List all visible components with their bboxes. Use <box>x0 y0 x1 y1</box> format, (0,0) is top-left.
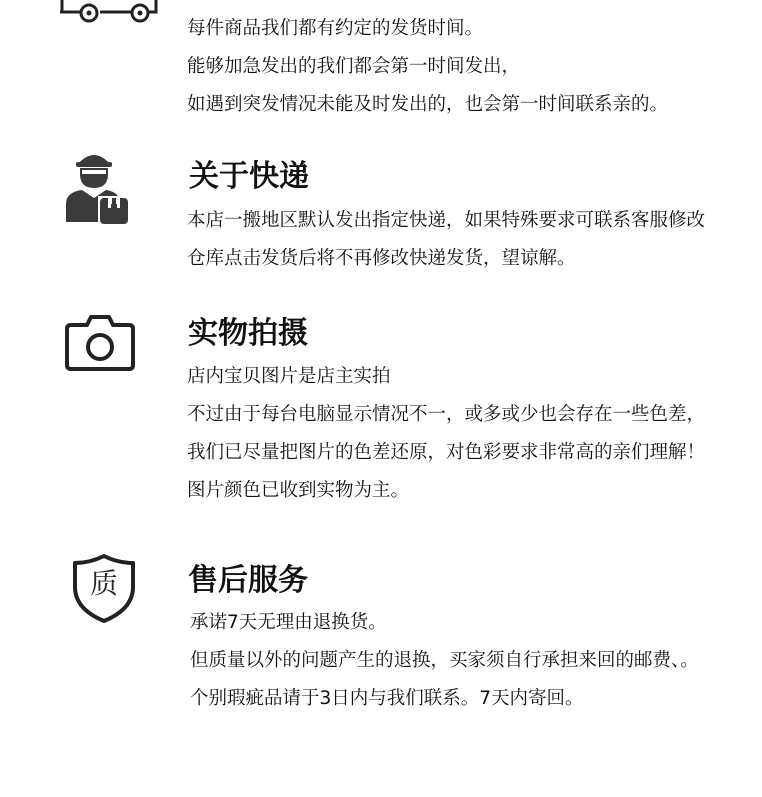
photos-line-3: 我们已尽量把图片的色差还原，对色彩要求非常高的亲们理解！ <box>187 442 706 463</box>
after-sales-line-2: 但质量以外的问题产生的退换，买家须自行承担来回的邮费、。 <box>190 650 699 671</box>
quality-shield-icon <box>71 553 137 625</box>
after-sales-heading: 售后服务 <box>188 563 308 598</box>
courier-heading: 关于快递 <box>189 159 309 194</box>
camera-icon <box>63 313 137 373</box>
courier-line-2: 仓库点击发货后将不再修改快递发货，望谅解。 <box>187 248 576 269</box>
shipping-line-3: 如遇到突发情况未能及时发出的，也会第一时间联系亲的。 <box>187 94 669 115</box>
shipping-line-1: 每件商品我们都有约定的发货时间。 <box>187 18 484 39</box>
photos-line-1: 店内宝贝图片是店主实拍 <box>187 366 391 387</box>
courier-icon <box>64 148 130 226</box>
photos-line-4: 图片颜色已收到实物为主。 <box>187 480 410 501</box>
photos-line-2: 不过由于每台电脑显示情况不一，或多或少也会存在一些色差， <box>187 404 706 425</box>
after-sales-line-3: 个别瑕疵品请于3日内与我们联系。7天内寄回。 <box>190 688 584 709</box>
quality-shield-label: 质 <box>89 567 118 600</box>
truck-icon <box>56 0 160 26</box>
after-sales-line-1: 承诺7天无理由退换货。 <box>190 612 387 633</box>
shipping-line-2: 能够加急发出的我们都会第一时间发出， <box>187 56 521 77</box>
courier-line-1: 本店一搬地区默认发出指定快递，如果特殊要求可联系客服修改 <box>187 210 706 231</box>
photos-heading: 实物拍摄 <box>188 316 308 351</box>
